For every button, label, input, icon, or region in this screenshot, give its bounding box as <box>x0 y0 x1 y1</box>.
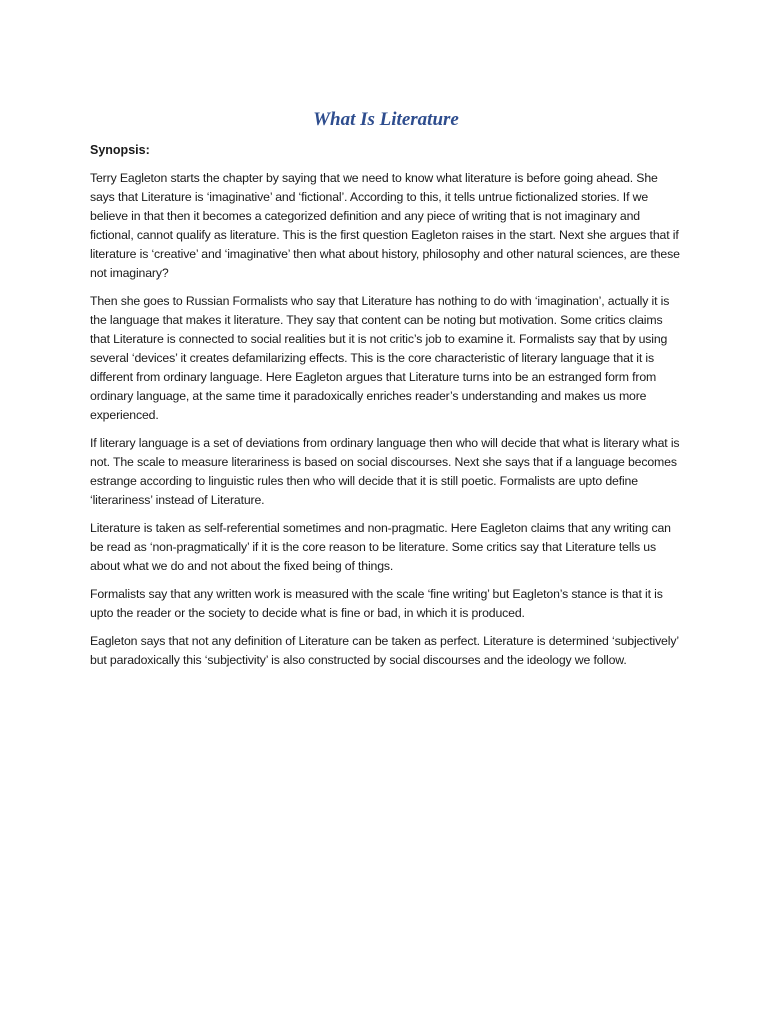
section-heading: Synopsis: <box>90 143 150 157</box>
paragraph-1: Terry Eagleton starts the chapter by saying that we need to know what literature is before going ahead. She says that Literature is ‘imaginative’ and ‘fictional’. According to this, it tells untrue fictionalized stories. If we believe in that then it becomes a categorized definition and any piece of writing that is not imaginary and fictional, cannot qualify as literature. This is the first question Eagleton raises in the start. Next she argues that if literature is ‘creative’ and ‘imaginative’ then what about history, philosophy and other natural sciences, are these not imaginary? <box>90 171 680 280</box>
paragraph-4: Literature is taken as self-referential sometimes and non-pragmatic. Here Eagleton claims that any writing can be read as ‘non-pragmatically’ if it is the core reason to be literature. Some critics say that Literature tells us about what we do and not about the fixed being of things. <box>90 521 671 573</box>
paragraph-5: Formalists say that any written work is measured with the scale ‘fine writing’ but Eagleton’s stance is that it is upto the reader or the society to decide what is fine or bad, in which it is produced. <box>90 587 663 620</box>
paragraph-3: If literary language is a set of deviations from ordinary language then who will decide that what is literary what is not. The scale to measure literariness is based on social discourses. Next she says that if a language becomes estrange according to linguistic rules then who will decide that it is still poetic. Formalists are upto define ‘literariness’ instead of Literature. <box>90 436 680 507</box>
document-title: What Is Literature <box>313 109 459 130</box>
paragraph-6: Eagleton says that not any definition of Literature can be taken as perfect. Literature is determined ‘subjectively’ but paradoxically this ‘subjectivity’ is also constructed by social discourses and the ideology we follow. <box>90 634 679 667</box>
paragraph-2: Then she goes to Russian Formalists who say that Literature has nothing to do with ‘imagination’, actually it is the language that makes it literature. They say that content can be noting but motivation. Some critics claims that Literature is connected to social realities but it is not critic’s job to examine it. Formalists say that by using several ‘devices’ it creates defamilarizing effects. This is the core characteristic of literary language that it is different from ordinary language. Here Eagleton argues that Literature turns into be an estranged form from ordinary language, at the same time it paradoxically enriches reader’s understanding and makes us more experienced. <box>90 294 670 422</box>
